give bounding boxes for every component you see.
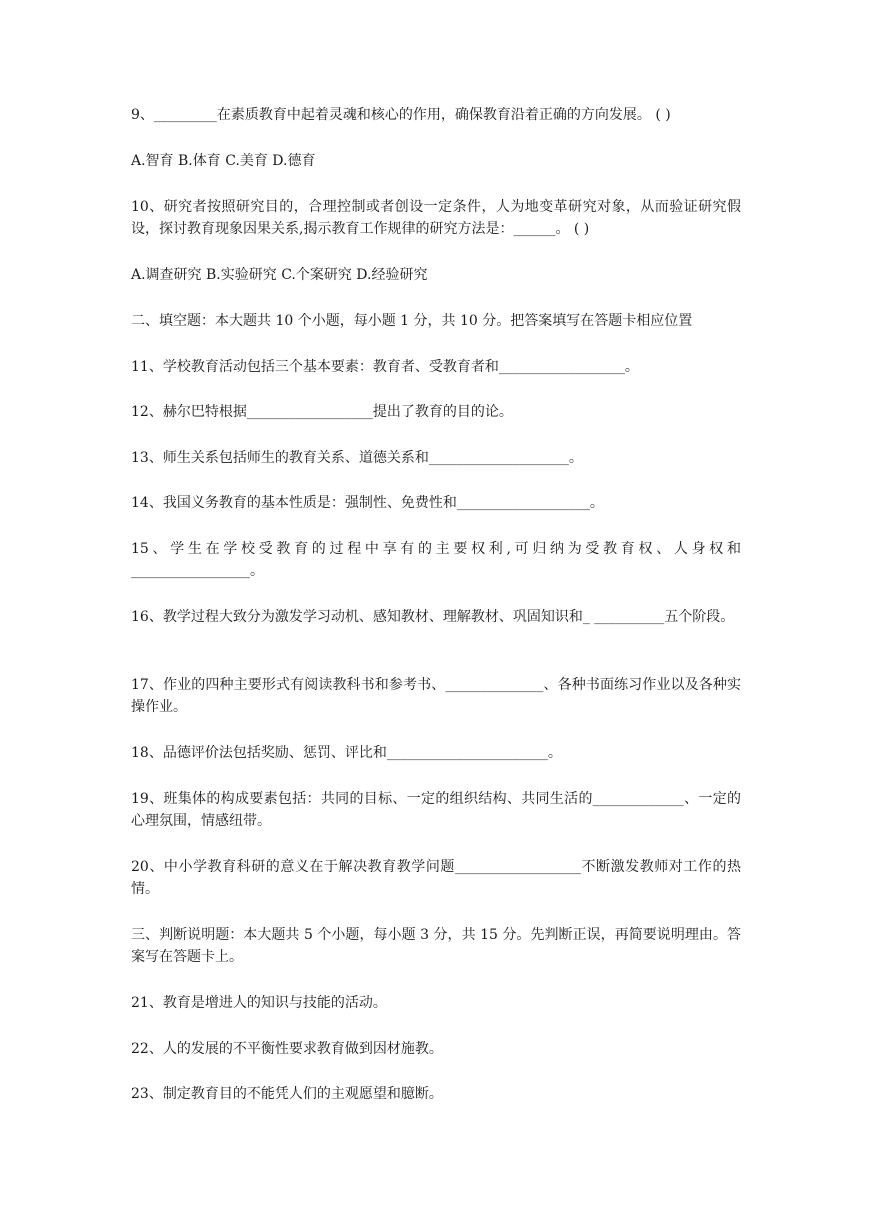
question-19: 19、班集体的构成要素包括：共同的目标、一定的组织结构、共同生活的_____________、一定的心理氛围，情感纽带。 xyxy=(131,791,741,829)
section-3-heading: 三、判断说明题：本大题共 5 个小题，每小题 3 分，共 15 分。先判断正误，再简要说明理由。答案写在答题卡上。 xyxy=(131,927,741,965)
question-12: 12、赫尔巴特根据__________________提出了教育的目的论。 xyxy=(131,404,513,420)
question-22: 22、人的发展的不平衡性要求教育做到因材施教。 xyxy=(131,1041,443,1057)
question-9-options: A.智育 B.体育 C.美育 D.德育 xyxy=(131,153,316,169)
question-16: 16、教学过程大致分为激发学习动机、感知教材、理解教材、巩固知识和_ __________五个阶段。 xyxy=(131,609,735,625)
question-15: 15、学生在学校受教育的过程中享有的主要权利,可归纳为受教育权、人身权和_________________。 xyxy=(131,541,741,579)
question-11: 11、学校教育活动包括三个基本要素：教育者、受教育者和__________________。 xyxy=(131,359,639,375)
question-21: 21、教育是增进人的知识与技能的活动。 xyxy=(131,995,387,1011)
question-17: 17、作业的四种主要形式有阅读教科书和参考书、______________、各种书面练习作业以及各种实操作业。 xyxy=(131,677,741,715)
question-18: 18、品德评价法包括奖励、惩罚、评比和_______________________。 xyxy=(131,745,562,761)
question-14: 14、我国义务教育的基本性质是：强制性、免费性和___________________。 xyxy=(131,495,604,511)
question-9: 9、_________在素质教育中起着灵魂和核心的作用，确保教育沿着正确的方向发展。 ( ) xyxy=(131,107,671,123)
question-20: 20、中小学教育科研的意义在于解决教育教学问题__________________不断激发教师对工作的热情。 xyxy=(131,859,741,897)
question-10-options: A.调查研究 B.实验研究 C.个案研究 D.经验研究 xyxy=(131,267,428,283)
question-13: 13、师生关系包括师生的教育关系、道德关系和____________________。 xyxy=(131,450,583,466)
section-2-heading: 二、填空题：本大题共 10 个小题，每小题 1 分，共 10 分。把答案填写在答题卡相应位置 xyxy=(131,313,693,329)
question-23: 23、制定教育目的不能凭人们的主观愿望和臆断。 xyxy=(131,1086,443,1102)
question-10: 10、研究者按照研究目的，合理控制或者创设一定条件，人为地变革研究对象，从而验证研究假设，探讨教育现象因果关系,揭示教育工作规律的研究方法是：______。 ( ) xyxy=(131,199,741,237)
